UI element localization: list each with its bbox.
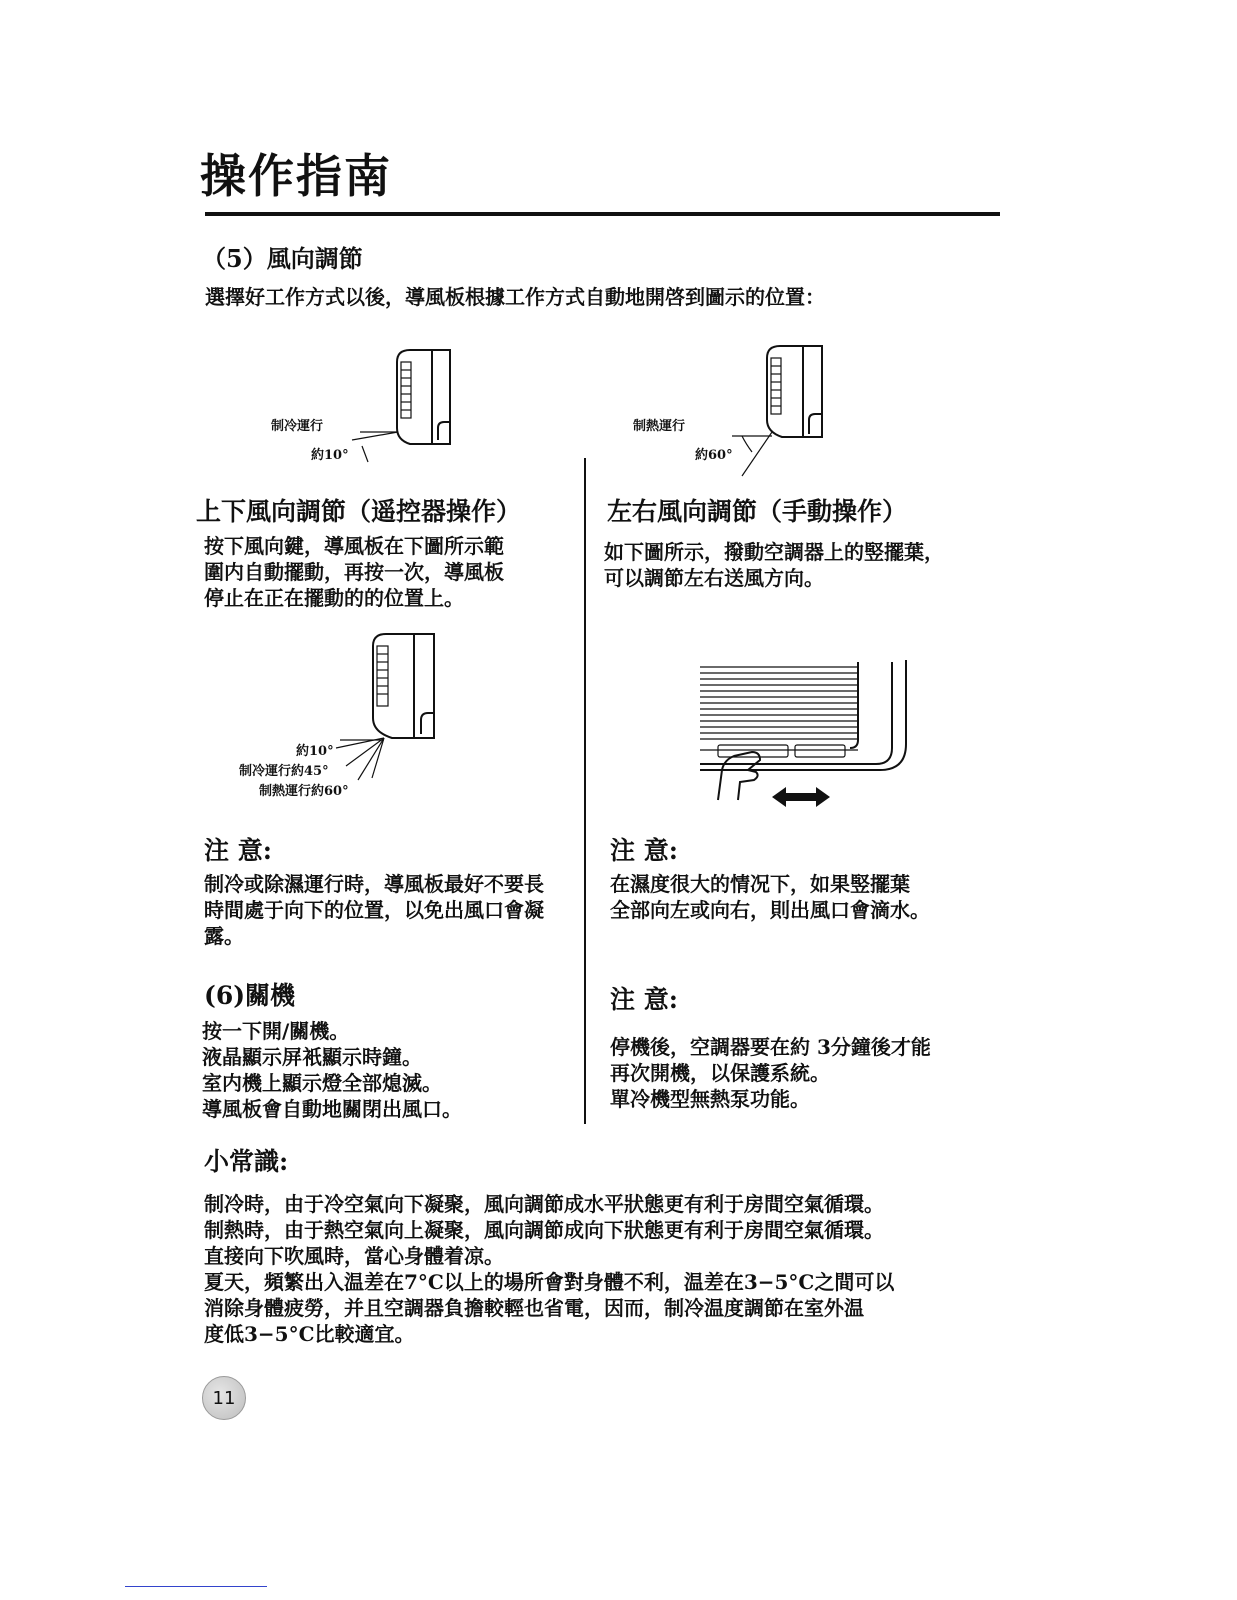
note-left-line: 露。: [204, 924, 244, 948]
tips-text: [204, 1191, 894, 1347]
section6-heading: (6)關機: [204, 981, 296, 1010]
tips-line: 消除身體疲勞，并且空調器負擔較輕也省電，因而，制冷温度調節在室外温: [204, 1296, 864, 1320]
cooling-angle-label: 約10°: [311, 448, 349, 463]
swing-label-3: 制熱運行約60°: [259, 784, 349, 799]
updown-line: 按下風向鍵，導風板在下圖所示範: [204, 534, 504, 558]
tips-line: 度低3−5°C比較適宜。: [204, 1322, 415, 1346]
section6-line: 室内機上顯示燈全部熄滅。: [202, 1071, 442, 1095]
section5-intro: 選擇好工作方式以後，導風板根據工作方式自動地開啓到圖示的位置：: [205, 285, 825, 309]
heating-angle-label: 約60°: [695, 448, 733, 463]
cooling-mode-label: 制冷運行: [271, 419, 324, 434]
tips-line: 直接向下吹風時，當心身體着凉。: [204, 1244, 504, 1268]
note-right2-line: 單冷機型無熱泵功能。: [610, 1087, 810, 1111]
note-right2-line: 再次開機，以保護系統。: [610, 1061, 830, 1085]
note-left-heading: 注 意:: [204, 836, 272, 865]
leftright-heading: 左右風向調節（手動操作）: [607, 497, 908, 526]
page-number-badge: 11: [202, 1376, 246, 1420]
note-left-line: 制冷或除濕運行時，導風板最好不要長: [204, 872, 544, 896]
note-right1-line: 全部向左或向右，則出風口會滴水。: [610, 898, 930, 922]
tips-line: 制熱時，由于熱空氣向上凝聚，風向調節成向下狀態更有利于房間空氣循環。: [204, 1218, 884, 1242]
footer-link-line: [125, 1586, 267, 1587]
tips-heading: 小常識:: [204, 1147, 289, 1176]
page-title: 操作指南: [200, 149, 392, 203]
note-right2-text: [610, 1034, 931, 1112]
note-right2-heading: 注 意:: [610, 985, 678, 1014]
updown-line: 圍内自動擺動，再按一次，導風板: [204, 560, 504, 584]
swing-label-2: 制冷運行約45°: [239, 764, 329, 779]
updown-line: 停止在正在擺動的的位置上。: [204, 586, 464, 610]
section6-text: [202, 1018, 462, 1122]
section6-line: 液晶顯示屏衹顯示時鐘。: [202, 1045, 422, 1069]
updown-heading: 上下風向調節（遥控器操作）: [196, 497, 522, 526]
note-right1-line: 在濕度很大的情况下，如果竪擺葉: [610, 872, 910, 896]
tips-line: 制冷時，由于冷空氣向下凝聚，風向調節成水平狀態更有利于房間空氣循環。: [204, 1192, 884, 1216]
leftright-line: 如下圖所示，撥動空調器上的竪擺葉，: [604, 540, 944, 564]
tips-line: 夏天，頻繁出入温差在7°C以上的場所會對身體不利，温差在3−5°C之間可以: [204, 1270, 895, 1294]
note-left-text: [204, 871, 544, 949]
section6-line: 導風板會自動地關閉出風口。: [202, 1097, 462, 1121]
note-left-line: 時間處于向下的位置，以免出風口會凝: [204, 898, 544, 922]
note-right1-text: [610, 871, 930, 923]
section5-heading: （5）風向調節: [202, 244, 363, 273]
note-right1-heading: 注 意:: [610, 836, 678, 865]
leftright-line: 可以調節左右送風方向。: [604, 566, 824, 590]
swing-label-1: 約10°: [296, 744, 334, 759]
note-right2-line: 停機後，空調器要在約 3分鐘後才能: [610, 1035, 931, 1059]
section6-line: 按一下開/關機。: [202, 1019, 350, 1043]
heating-mode-label: 制熱運行: [633, 419, 686, 434]
